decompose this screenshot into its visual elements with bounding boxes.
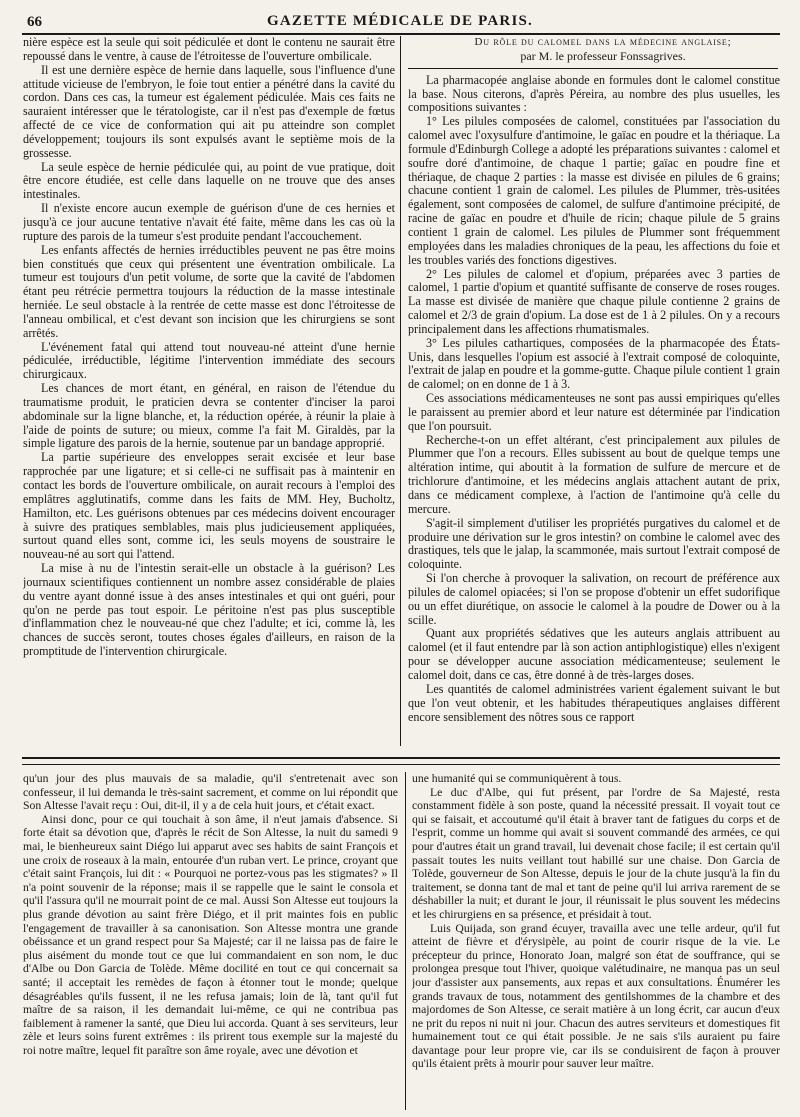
paragraph: Les quantités de calomel administrées varient également suivant le but que l'on veut obtenir, et les habitudes thérapeutiques anglaises diffèrent encore sensiblement des nôtres sous ce rapport: [408, 681, 780, 724]
paragraph: 2° Les pilules de calomel et d'opium, préparées avec 3 parties de calomel, 1 partie d'opium et quantité suffisante de conserve de roses rouges. La masse est divisée de manière que chaque pilule contienne 2 grains de calomel et 2/3 de grain d'opium. La dose est de 1 à 2 pilules. On y a recours principalement dans les affections rhumatismales.: [408, 266, 780, 336]
paragraph: Il n'existe encore aucun exemple de guérison d'une de ces hernies et jusqu'à ce jour aucune tentative n'avait été faite, même dans les cas où la rupture des parois de la tumeur s'est produite pendant l'accouchement.: [23, 201, 395, 243]
paragraph: Recherche-t-on un effet altérant, c'est principalement aux pilules de Plummer que l'on a recours. Elles subissent au bout de quelque temps une altération intime, qui aboutit à la formation de sulfure de mercure et de trichlorure d'antimoine, et les médecins anglais attachent autant de prix, dans ce médicament complexe, à l'action de l'antimoine qu'à celle du mercure.: [408, 432, 780, 516]
paragraph: Ainsi donc, pour ce qui touchait à son âme, il n'eut jamais d'absence. Si forte était sa dévotion que, d'après le récit de Son Altesse, la nuit du samedi 9 mai, le bienheureux saint Diégo lui apparut avec ses habits de saint François et une croix de roseaux à la main, entourée d'un ruban vert. Le prince, croyant que c'était saint François, lui dit : « Pourquoi ne portez-vous pas les stigmates? » Il n'a point souvenir de la réponse; mais il se rappelle que le saint le consola et qu'il l'assura qu'il ne mourrait point de ce mal. Aussi Son Altesse eut toujours la plus grande dévotion au saint frère Diégo, et il prit maintes fois en public l'engagement de travailler à sa canonisation. Son Altesse montra une grande obéissance et un grand respect pour Sa Majesté; car il ne laissa pas de faire le plus aisément du monde tout ce que lui commandaient en son nom, le duc d'Albe ou Don Garcia de Tolède. Même docilité en tout ce qui concernait sa santé; il acceptait les remèdes de façon à étonner tout le monde; quelque désagréables qu'ils fussent, il ne les refusa jamais; loin de là, tant qu'il fut maître de sa raison, il les demandait lui-même, ce qui ne contribua pas faiblement à ramener la santé, que Dieu lui accorda. Quant à ses serviteurs, leur zèle et leurs soins furent extrêmes : ils prirent tous exemple sur la majesté du roi notre maître, lequel fit paraître son âme royale, avec une dévotion et: [23, 812, 398, 1057]
paragraph: Luis Quijada, son grand écuyer, travailla avec une telle ardeur, qu'il fut atteint de fièvre et d'érysipèle, au point de courir risque de la vie. Le précepteur du prince, Honorato Joan, malgré son état de souffrance, qui se prolongea presque tout l'hiver, quoique valétudinaire, ne manqua pas un seul jour d'assister aux pansements, aux repas et aux consultations. Énumérer les grands travaux de tous, notamment des gentilshommes de la chambre et des majordomes de Son Altesse, ce serait matière à un long écrit, car aucun d'eux ne prit du repos ni nuit ni jour. Chacun des autres serviteurs et domestiques fit humainement tout ce qui était possible. Je ne sais s'ils auraient pu faire davantage pour leur propre vie, car ils se conduisirent de façon à prouver qu'ils étaient prêts à mourir pour sauver leur maître.: [412, 921, 780, 1071]
journal-title: GAZETTE MÉDICALE DE PARIS.: [267, 13, 533, 29]
feuilleton-rule: [22, 757, 780, 759]
paragraph: Si l'on cherche à provoquer la salivation, on recourt de préférence aux pilules de calomel opiacées; si l'on se propose d'obtenir un effet sudorifique ou un effet diurétique, on associe le calomel à la poudre de Dower ou à la scille.: [408, 571, 780, 627]
article-title: Du rôle du calomel dans la médecine anglaise;: [474, 36, 732, 48]
page-number: 66: [27, 14, 42, 30]
paragraph: La mise à nu de l'intestin serait-elle un obstacle à la guérison? Les journaux scientifiques contiennent un nombre assez considérable de plaies du ventre ayant donné issue à des anses intestinales et qui ont guéri, pour qu'on ne perde pas tout espoir. Le péritoine n'est pas plus susceptible d'inflammation chez le nouveau-né que chez l'adulte; et ici, comme là, les chances de succès seront, toutes choses égales d'ailleurs, en raison de la promptitude de l'intervention chirurgicale.: [23, 561, 395, 659]
paragraph: La pharmacopée anglaise abonde en formules dont le calomel constitue la base. Nous citerons, d'après Péreira, au nombre des plus usuelles, les compositions suivantes :: [408, 72, 780, 115]
page-header: [0, 0, 800, 34]
paragraph: 3° Les pilules cathartiques, composées de la pharmacopée des États-Unis, dans lesquelles l'opium est associé à l'extrait composé de coloquinte, l'extrait de jalap en poudre et la gomme-gutte. Chaque pilule contient 1 grain de calomel; on en donne de 1 à 3.: [408, 335, 780, 392]
paragraph: Il est une dernière espèce de hernie dans laquelle, sous l'influence d'une attitude vicieuse de l'embryon, le foie tout entier a pénétré dans la cavité du cordon. Dans ces cas, la tumeur est également pédiculée. Mais ces faits ne sauraient intéresser que le tératologiste, car il n'est pas d'exemple de fœtus affecté de ce vice de conformation qui ait pu atteindre son complet développement; toujours ils sont expulsés avant le septième mois de la grossesse.: [23, 62, 395, 160]
article-author: par M. le professeur Fonssagrives.: [520, 48, 686, 63]
paragraph: Quant aux propriétés sédatives que les auteurs anglais attribuent au calomel (et il faut entendre par là son action antiphlogistique) elles n'exigent pour se développer aucune association médicamenteuse; seulement le calomel doit, dans ce cas, être donné à de très-larges doses.: [408, 626, 780, 682]
feuilleton-rule-thin: [22, 764, 780, 765]
paragraph: Ces associations médicamenteuses ne sont pas aussi empiriques qu'elles le paraissent au premier abord et leur nature est déterminée par l'indication que l'on poursuit.: [408, 391, 780, 433]
paragraph: nière espèce est la seule qui soit pédiculée et dont le contenu ne saurait être repoussé dans le ventre, à cause de l'étroitesse de l'ouverture ombilicale.: [23, 36, 395, 63]
article-separator: [408, 68, 778, 69]
paragraph: S'agit-il simplement d'utiliser les propriétés purgatives du calomel et de produire une dérivation sur le gros intestin? on combine le calomel avec des drastiques, tels que le jalap, la scammonée, mais surtout l'extrait composé de coloquinte.: [408, 515, 780, 572]
header-rule: [22, 33, 780, 35]
feuilleton-right-column: [412, 772, 780, 1112]
paragraph: Les chances de mort étant, en général, en raison de l'étendue du traumatisme produit, le praticien devra se contenter d'inciser la paroi abdominale sur la ligne blanche, et, la réduction opérée, à réunir la plaie à l'aide de points de suture; ou mieux, comme l'a fait M. Giraldès, par la simple ligature des parois de la hernie, soutenue par un bandage approprié.: [23, 381, 395, 451]
paragraph: La seule espèce de hernie pédiculée qui, au point de vue pratique, doit être encore étudiée, est celle dans laquelle on ne trouve que des anses intestinales.: [23, 159, 395, 202]
paragraph: La partie supérieure des enveloppes serait excisée et leur base rapprochée par une ligature; et si celle-ci ne suffisait pas à maintenir en contact les bords de l'ouverture ombilicale, on aurait recours à l'emploi des emplâtres agglutinatifs, comme dans les faits de MM. Hey, Bucholtz, Hamilton, etc. Les guérisons obtenues par ces médecins doivent encourager à suivre des pratiques semblables, mais plus judicieusement appliquées, surtout quand elles sont, comme ici, les seuls moyens de soustraire le nouveau-né au sort qui l'attend.: [23, 450, 395, 562]
feuilleton-left-column: [23, 772, 398, 1112]
right-column: [408, 36, 780, 748]
paragraph: Le duc d'Albe, qui fut présent, par l'ordre de Sa Majesté, resta constamment fidèle à son poste, quand la nécessité pressait. Il voyait tout ce qui se faisait, et accoutumé qu'il était à braver tant de fatigues du corps et de l'esprit, comme un homme qui avait si souvent commandé des armées, ce qui pour d'autres était un grand travail, lui devenait chose facile; il est certain qu'il passait toutes les nuits veillant tout habillé sur une chaise. Don Garcia de Tolède, gouverneur de Son Altesse, depuis le jour de la chute jusqu'à la fin du traitement, se donna tant de mal et tant de peine qu'il lui arriva rarement de se déshabiller la nuit; et durant le jour, il réunissait le plus souvent les médecins et les chirurgiens en sa présence, et présidait à tout.: [412, 785, 780, 921]
paragraph: 1° Les pilules composées de calomel, constituées par l'association du calomel avec l'oxysulfure d'antimoine, le gaïac en poudre et la thériaque. La formule d'Edinburgh College a adopté les préparations suivantes : calomel et soufre doré d'antimoine, de chaque 1 partie; gaïac en poudre fine et thériaque, de chaque 2 parties : la masse est divisée en pilules de 6 grains; chacune contient 1 grain de calomel. Les pilules de Plummer, très-usitées également, sont composées de calomel, de sulfure d'antimoine précipité, de racine de gaïac en poudre et d'huile de ricin; chaque pilule de 5 grains contient 1 grain de calomel. Les pilules de Plummer sont fréquemment employées dans les maladies chroniques de la peau, les affections du foie et les troubles variés des fonctions digestives.: [408, 114, 780, 267]
paragraph: Les enfants affectés de hernies irréductibles peuvent ne pas être moins bien constitués que ceux qui présentent une éventration ombilicale. La tumeur est toujours d'un petit volume, de sorte que la cavité de l'abdomen étant peu rétrécie permettra toujours la réduction de la masse intestinale herniée. Le seul obstacle à la rentrée de cette masse est donc l'étroitesse de l'anneau ombilical, et c'est devant son incision que les chirurgiens se sont arrêtés.: [23, 242, 395, 340]
column-divider: [400, 36, 401, 746]
paragraph: L'événement fatal qui attend tout nouveau-né atteint d'une hernie pédiculée, irréductible, légitime l'intervention immédiate des secours chirurgicaux.: [23, 339, 395, 382]
paragraph: une humanité qui se communiquèrent à tous.: [412, 772, 622, 785]
feuilleton-divider: [405, 772, 406, 1110]
left-column: [23, 36, 395, 746]
paragraph: qu'un jour des plus mauvais de sa maladie, qu'il s'entretenait avec son confesseur, il lui demanda le très-saint sacrement, et comme on lui répondit que Son Altesse l'avait reçu : Oui, dit-il, il y a de cela huit jours, et c'était exact.: [23, 772, 398, 813]
